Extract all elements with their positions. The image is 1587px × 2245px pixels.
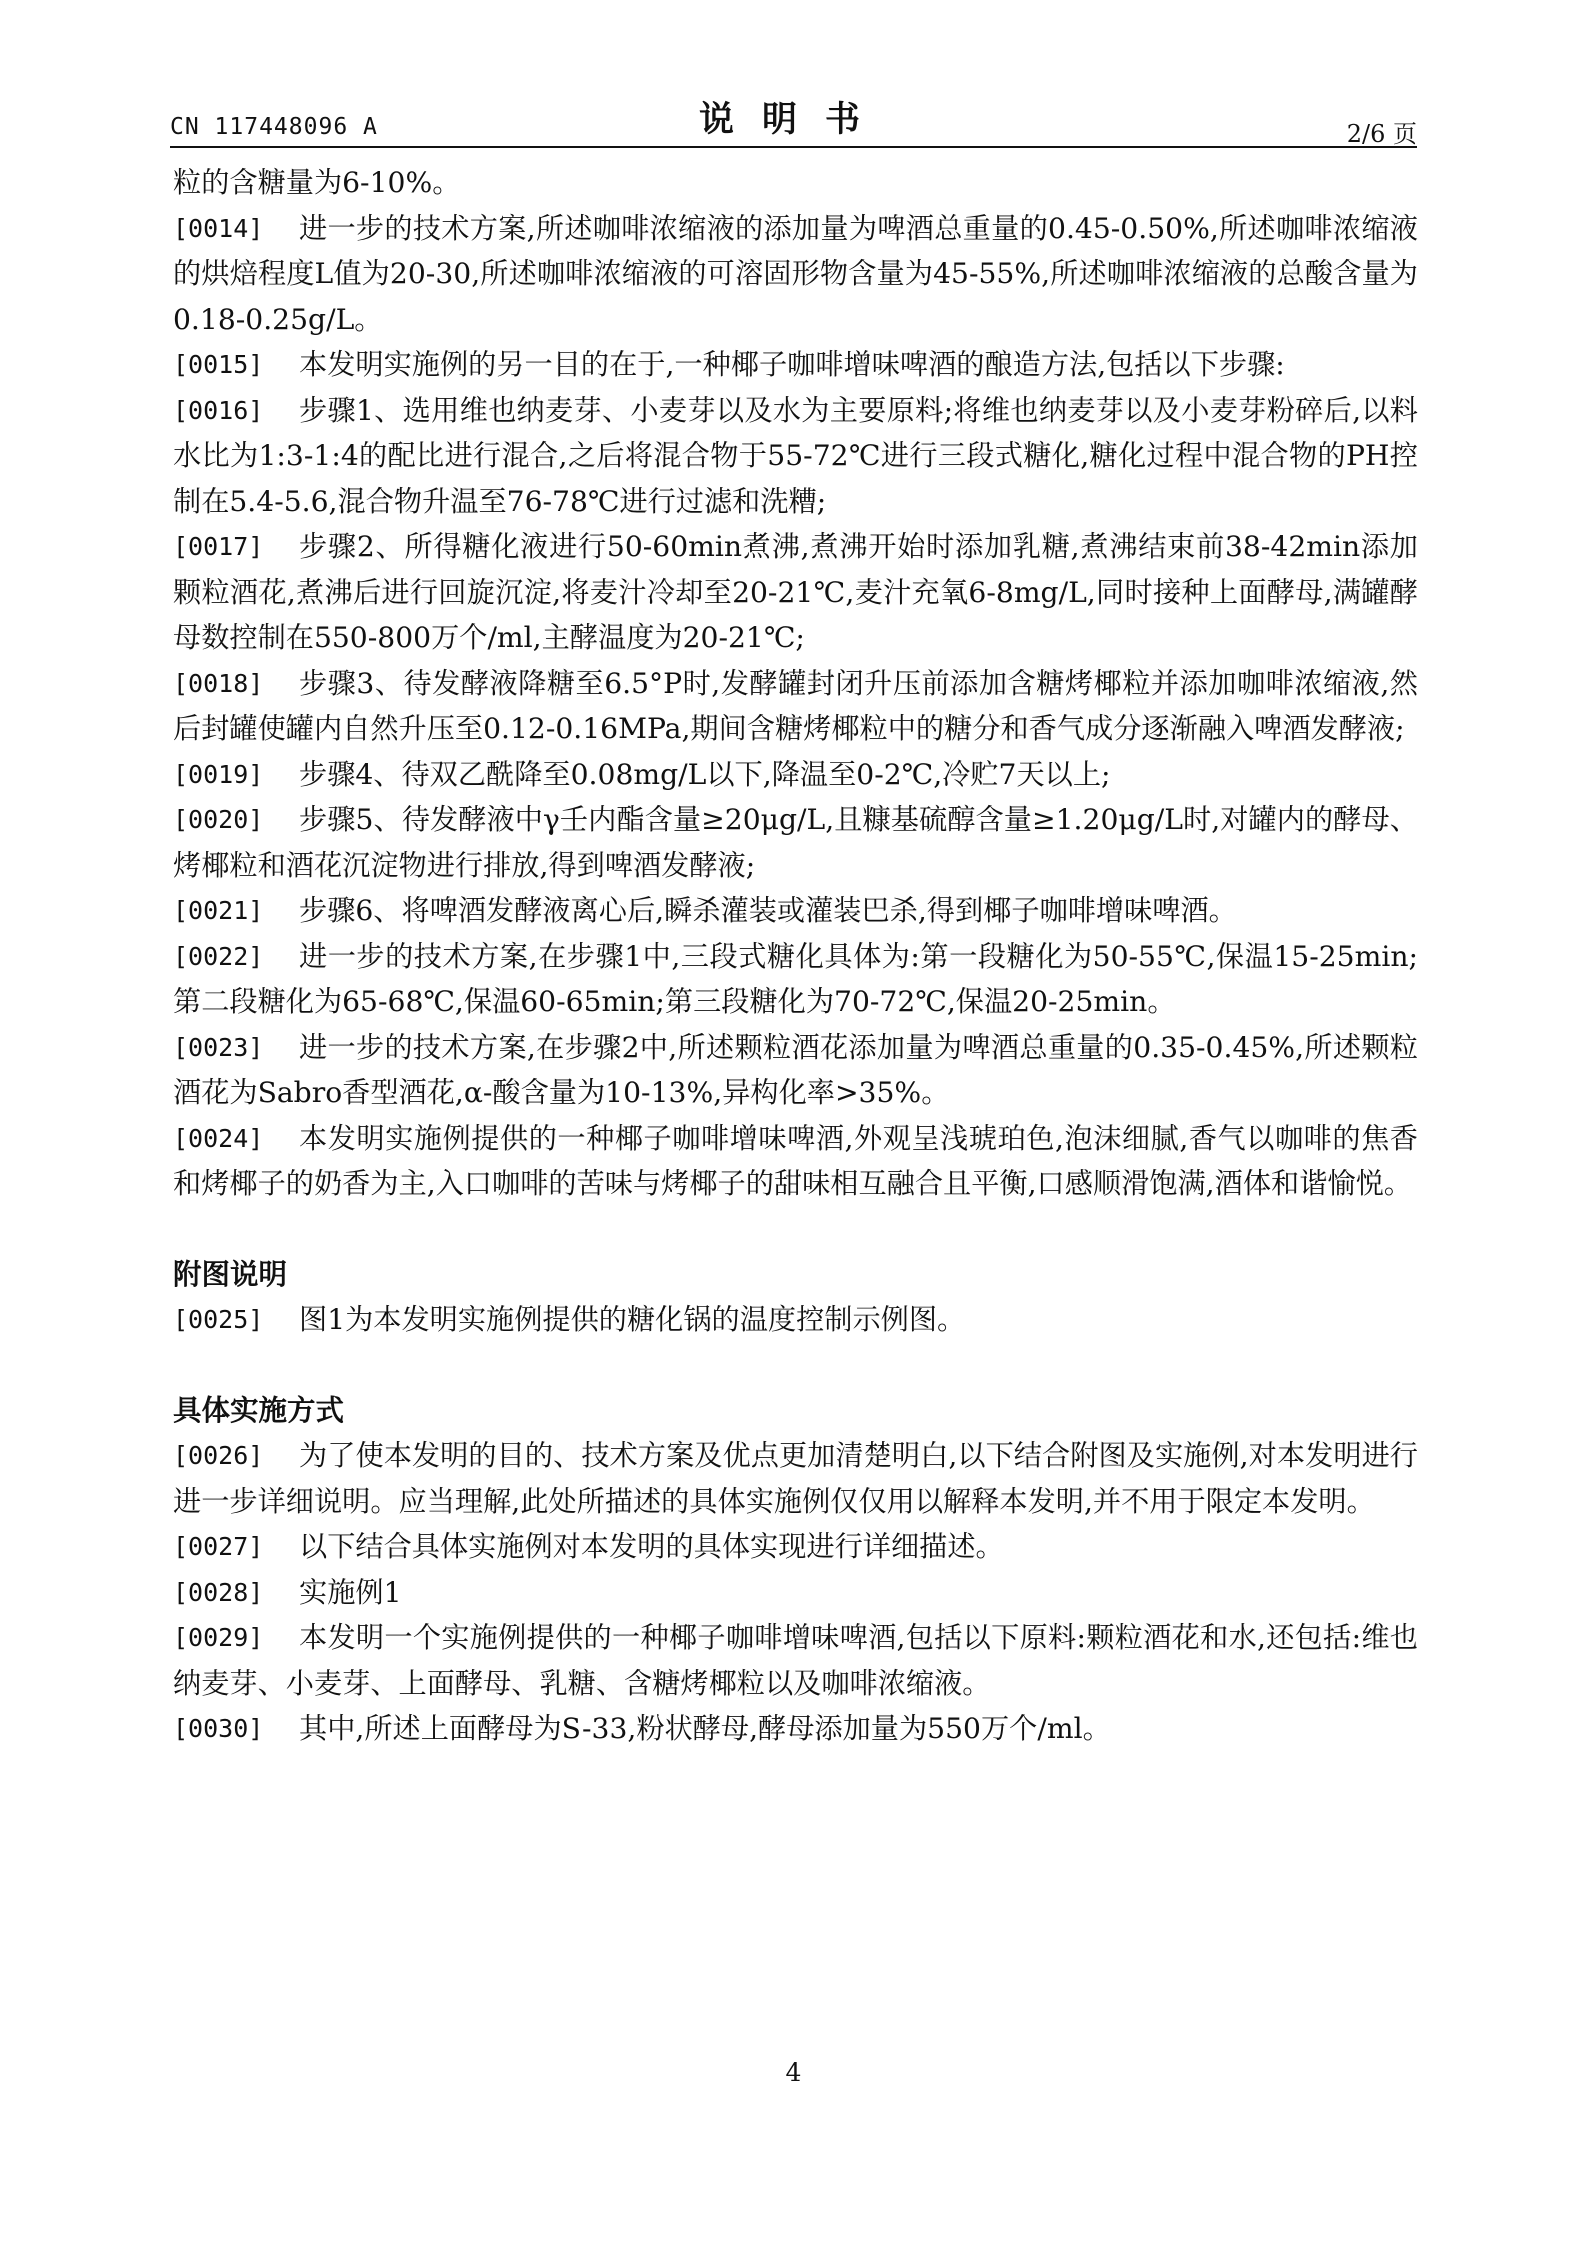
header-divider	[170, 146, 1417, 148]
section-heading-embodiments: 具体实施方式	[173, 1393, 345, 1427]
paragraph-text: 以下结合具体实施例对本发明的具体实现进行详细描述。	[299, 1530, 1004, 1563]
paragraph	[173, 388, 1418, 525]
paragraph-text: 其中,所述上面酵母为S-33,粉状酵母,酵母添加量为550万个/ml。	[299, 1712, 1111, 1745]
paragraph-text: 步骤6、将啤酒发酵液离心后,瞬杀灌装或灌装巴杀,得到椰子咖啡增味啤酒。	[299, 894, 1237, 927]
paragraph-number: [0016]	[173, 395, 264, 425]
paragraph-text: 步骤3、待发酵液降糖至6.5°P时,发酵罐封闭升压前添加含糖烤椰粒并添加咖啡浓缩液,然后封罐使罐内自然升压至0.12-0.16MPa,期间含糖烤椰粒中的糖分和香气成分逐渐融入啤酒发酵液;	[173, 666, 1418, 745]
paragraph-number: [0018]	[173, 668, 264, 698]
paragraph-text: 进一步的技术方案,在步骤2中,所述颗粒酒花添加量为啤酒总重量的0.35-0.45%,所述颗粒酒花为Sabro香型酒花,α-酸含量为10-13%,异构化率>35%。	[173, 1030, 1418, 1109]
paragraph-number: [0020]	[173, 805, 264, 834]
paragraph-number: [0014]	[173, 213, 264, 243]
paragraph-number: [0021]	[173, 896, 264, 925]
paragraph-text: 本发明实施例的另一目的在于,一种椰子咖啡增味啤酒的酿造方法,包括以下步骤:	[299, 348, 1285, 381]
paragraph-text: 粒的含糖量为6-10%。	[173, 166, 461, 199]
paragraph	[173, 1116, 1418, 1207]
paragraph-number: [0023]	[173, 1032, 264, 1062]
document-body	[173, 160, 1418, 1752]
page-header	[170, 92, 1417, 148]
paragraph	[173, 524, 1418, 661]
page-number: 4	[785, 2058, 802, 2087]
paragraph-text: 本发明实施例提供的一种椰子咖啡增味啤酒,外观呈浅琥珀色,泡沫细腻,香气以咖啡的焦香和烤椰子的奶香为主,入口咖啡的苦味与烤椰子的甜味相互融合且平衡,口感顺滑饱满,酒体和谐愉悦。	[173, 1121, 1418, 1200]
paragraph-text: 步骤4、待双乙酰降至0.08mg/L以下,降温至0-2℃,冷贮7天以上;	[299, 757, 1111, 791]
paragraph-group-figures	[173, 1297, 1418, 1343]
paragraph	[173, 1524, 1418, 1570]
paragraph	[173, 797, 1418, 888]
paragraph-text: 图1为本发明实施例提供的糖化锅的温度控制示例图。	[299, 1303, 966, 1336]
paragraph-text: 步骤2、所得糖化液进行50-60min煮沸,煮沸开始时添加乳糖,煮沸结束前38-42min添加颗粒酒花,煮沸后进行回旋沉淀,将麦汁冷却至20-21℃,麦汁充氧6-8mg/L,同时接种上面酵母,满罐酵母数控制在550-800万个/ml,主酵温度为20-21℃;	[173, 530, 1418, 654]
paragraph-number: [0024]	[173, 1123, 264, 1153]
paragraph-number: [0017]	[173, 532, 264, 561]
paragraph	[173, 1297, 1418, 1343]
paragraph	[173, 1433, 1418, 1524]
paragraph	[173, 1615, 1418, 1706]
paragraph	[173, 1706, 1418, 1752]
paragraph-number: [0030]	[173, 1714, 264, 1743]
paragraph-text: 步骤1、选用维也纳麦芽、小麦芽以及水为主要原料;将维也纳麦芽以及小麦芽粉碎后,以料水比为1:3-1:4的配比进行混合,之后将混合物于55-72℃进行三段式糖化,糖化过程中混合物的PH控制在5.4-5.6,混合物升温至76-78℃进行过滤和洗糟;	[173, 393, 1418, 518]
paragraph	[173, 206, 1418, 343]
paragraph	[173, 1025, 1418, 1116]
publication-number: CN 117448096 A	[170, 114, 378, 140]
paragraph	[173, 661, 1418, 752]
paragraph-number: [0022]	[173, 941, 264, 971]
page-count: 2/6 页	[1346, 120, 1417, 148]
paragraph	[173, 888, 1418, 934]
paragraph-text: 步骤5、待发酵液中γ壬内酯含量≥20μg/L,且糠基硫醇含量≥1.20μg/L时,对罐内的酵母、烤椰粒和酒花沉淀物进行排放,得到啤酒发酵液;	[173, 803, 1418, 882]
paragraph-text: 进一步的技术方案,在步骤1中,三段式糖化具体为:第一段糖化为50-55℃,保温15-25min;第二段糖化为65-68℃,保温60-65min;第三段糖化为70-72℃,保温20-25min。	[173, 939, 1418, 1018]
section-heading-figures: 附图说明	[173, 1257, 288, 1291]
paragraph-group-summary	[173, 206, 1418, 1207]
paragraph-text: 本发明一个实施例提供的一种椰子咖啡增味啤酒,包括以下原料:颗粒酒花和水,还包括:维也纳麦芽、小麦芽、上面酵母、乳糖、含糖烤椰粒以及咖啡浓缩液。	[173, 1621, 1418, 1700]
paragraph-text: 实施例1	[299, 1575, 402, 1609]
paragraph-group-embodiments	[173, 1433, 1418, 1752]
paragraph-number: [0025]	[173, 1305, 264, 1334]
paragraph	[173, 342, 1418, 388]
paragraph	[173, 752, 1418, 798]
paragraph	[173, 934, 1418, 1025]
paragraph-number: [0029]	[173, 1623, 264, 1652]
continuation-paragraph	[173, 160, 1418, 206]
paragraph-number: [0015]	[173, 350, 264, 379]
paragraph-text: 进一步的技术方案,所述咖啡浓缩液的添加量为啤酒总重量的0.45-0.50%,所述咖啡浓缩液的烘焙程度L值为20-30,所述咖啡浓缩液的可溶固形物含量为45-55%,所述咖啡浓缩液的总酸含量为0.18-0.25g/L。	[173, 211, 1418, 336]
paragraph-number: [0027]	[173, 1532, 264, 1561]
document-title: 说明书	[698, 100, 888, 140]
paragraph-number: [0019]	[173, 759, 264, 789]
paragraph-number: [0026]	[173, 1441, 264, 1470]
paragraph	[173, 1570, 1418, 1616]
paragraph-text: 为了使本发明的目的、技术方案及优点更加清楚明白,以下结合附图及实施例,对本发明进行进一步详细说明。应当理解,此处所描述的具体实施例仅仅用以解释本发明,并不用于限定本发明。	[173, 1439, 1418, 1518]
paragraph-number: [0028]	[173, 1577, 264, 1607]
